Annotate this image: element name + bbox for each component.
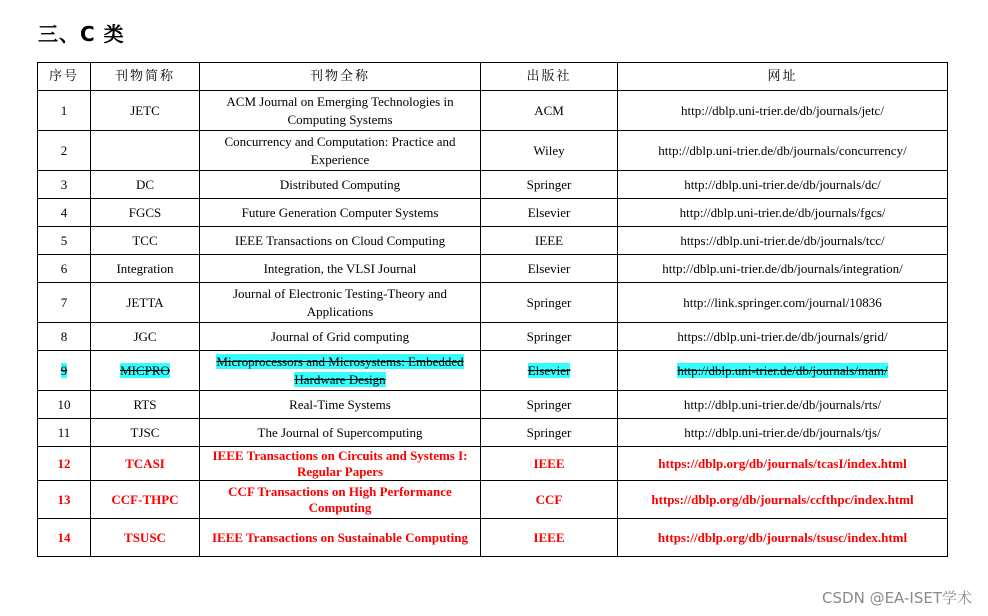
journal-abbreviation-cell (91, 481, 200, 519)
journal-abbreviation-cell (91, 171, 200, 199)
journal-abbreviation: DC (135, 176, 155, 192)
journal-url-cell (618, 255, 948, 283)
journal-full-name-cell (200, 519, 481, 557)
publisher-cell (481, 419, 618, 447)
publisher: Springer (526, 396, 572, 412)
journal-abbreviation-cell (91, 227, 200, 255)
journal-full-name-cell (200, 447, 481, 481)
journal-url[interactable]: http://dblp.uni-trier.de/db/journals/jetc/ (681, 102, 884, 118)
table-row (38, 519, 948, 557)
journal-url-cell (618, 91, 948, 131)
row-number: 2 (60, 142, 68, 158)
row-number: 10 (57, 396, 71, 412)
journal-url[interactable]: https://dblp.uni-trier.de/db/journals/grid/ (677, 328, 888, 344)
row-number-cell (38, 283, 91, 323)
journal-url-cell (618, 227, 948, 255)
publisher: CCF (535, 491, 563, 507)
journal-abbreviation-cell (91, 283, 200, 323)
journal-full-name: Integration, the VLSI Journal (263, 260, 417, 276)
table-row (38, 91, 948, 131)
journal-url-cell (618, 199, 948, 227)
column-header-full-name: 刊物全称 (200, 63, 481, 91)
publisher-cell (481, 171, 618, 199)
journal-full-name-cell (200, 481, 481, 519)
journal-full-name-cell (200, 131, 481, 171)
journal-abbreviation-cell (91, 447, 200, 481)
publisher-cell (481, 519, 618, 557)
publisher-cell (481, 447, 618, 481)
journal-abbreviation-cell (91, 131, 200, 171)
journal-url-cell (618, 283, 948, 323)
journal-full-name: IEEE Transactions on Sustainable Computing (212, 529, 468, 545)
table-row (38, 283, 948, 323)
journal-full-name: Concurrency and Computation: Practice and Experience (224, 133, 456, 167)
publisher-cell (481, 131, 618, 171)
row-number: 3 (60, 176, 68, 192)
publisher: ACM (534, 102, 564, 118)
journal-full-name: The Journal of Supercomputing (257, 424, 423, 440)
journal-url[interactable]: https://dblp.org/db/journals/tcasI/index.html (658, 455, 907, 471)
publisher-cell (481, 391, 618, 419)
journal-full-name-cell (200, 391, 481, 419)
journal-url-cell (618, 481, 948, 519)
journal-url-cell (618, 131, 948, 171)
column-header-abbr: 刊物简称 (91, 63, 200, 91)
publisher-cell (481, 323, 618, 351)
publisher-cell (481, 255, 618, 283)
row-number-cell (38, 171, 91, 199)
table-row (38, 351, 948, 391)
table-row (38, 419, 948, 447)
publisher: Elsevier (527, 362, 571, 378)
journal-url[interactable]: https://dblp.uni-trier.de/db/journals/tcc/ (680, 232, 885, 248)
journal-abbreviation: TJSC (130, 424, 160, 440)
row-number: 4 (60, 204, 68, 220)
journal-url[interactable]: https://dblp.org/db/journals/ccfthpc/index.html (651, 491, 914, 507)
journal-url[interactable]: http://dblp.uni-trier.de/db/journals/rts/ (683, 396, 882, 412)
table-row (38, 447, 948, 481)
row-number: 1 (60, 102, 68, 118)
row-number: 12 (57, 455, 71, 471)
journal-abbreviation-cell (91, 419, 200, 447)
publisher-cell (481, 351, 618, 391)
table-row (38, 199, 948, 227)
publisher: Elsevier (527, 260, 571, 276)
journal-full-name-cell (200, 227, 481, 255)
publisher: Springer (526, 176, 572, 192)
journal-table (37, 62, 948, 557)
row-number-cell (38, 519, 91, 557)
publisher: IEEE (534, 232, 564, 248)
row-number-cell (38, 255, 91, 283)
row-number: 11 (57, 424, 71, 440)
row-number: 7 (60, 294, 68, 310)
row-number-cell (38, 323, 91, 351)
journal-abbreviation-cell (91, 351, 200, 391)
publisher-cell (481, 91, 618, 131)
column-header-no: 序号 (38, 63, 91, 91)
journal-full-name-cell (200, 91, 481, 131)
journal-abbreviation: FGCS (128, 204, 162, 220)
journal-url[interactable]: http://dblp.uni-trier.de/db/journals/concurrency/ (658, 142, 907, 158)
row-number: 6 (60, 260, 68, 276)
journal-url[interactable]: http://dblp.uni-trier.de/db/journals/dc/ (684, 176, 881, 192)
journal-abbreviation: JGC (133, 328, 157, 344)
journal-full-name-cell (200, 323, 481, 351)
journal-url-cell (618, 171, 948, 199)
journal-full-name: Journal of Grid computing (270, 328, 410, 344)
journal-abbreviation: Integration (116, 260, 174, 276)
row-number-cell (38, 199, 91, 227)
section-heading: 三、C 类 (38, 22, 125, 46)
column-header-url: 网址 (618, 63, 948, 91)
publisher-cell (481, 283, 618, 323)
journal-url[interactable]: http://dblp.uni-trier.de/db/journals/tjs/ (684, 424, 881, 440)
row-number: 9 (60, 362, 68, 378)
journal-full-name-cell (200, 351, 481, 391)
row-number-cell (38, 131, 91, 171)
publisher: IEEE (533, 529, 565, 545)
row-number-cell (38, 91, 91, 131)
journal-full-name-cell (200, 419, 481, 447)
journal-abbreviation-cell (91, 391, 200, 419)
journal-url-cell (618, 447, 948, 481)
row-number-cell (38, 447, 91, 481)
table-row (38, 171, 948, 199)
journal-abbreviation-cell (91, 91, 200, 131)
row-number: 8 (60, 328, 68, 344)
publisher: Elsevier (527, 204, 571, 220)
row-number-cell (38, 419, 91, 447)
journal-abbreviation: TCASI (125, 455, 165, 471)
journal-abbreviation-cell (91, 199, 200, 227)
journal-full-name-cell (200, 199, 481, 227)
journal-url-cell (618, 519, 948, 557)
row-number-cell (38, 481, 91, 519)
table-row (38, 391, 948, 419)
journal-full-name-cell (200, 255, 481, 283)
journal-url-cell (618, 351, 948, 391)
journal-abbreviation: TCC (132, 232, 158, 248)
journal-full-name-cell (200, 283, 481, 323)
journal-full-name: Journal of Electronic Testing-Theory and Applications (232, 285, 447, 319)
row-number-cell (38, 351, 91, 391)
table-row (38, 227, 948, 255)
journal-full-name: IEEE Transactions on Circuits and Systems I: Regular Papers (212, 447, 468, 479)
journal-abbreviation: JETTA (126, 294, 164, 310)
journal-full-name: Future Generation Computer Systems (241, 204, 439, 220)
table-row (38, 131, 948, 171)
row-number-cell (38, 391, 91, 419)
journal-full-name: Distributed Computing (279, 176, 401, 192)
journal-full-name: IEEE Transactions on Cloud Computing (234, 232, 446, 248)
column-header-publisher: 出版社 (481, 63, 618, 91)
journal-url[interactable]: https://dblp.org/db/journals/tsusc/index.html (657, 529, 908, 545)
journal-url[interactable]: http://dblp.uni-trier.de/db/journals/fgcs/ (679, 204, 886, 220)
journal-full-name-cell (200, 171, 481, 199)
table-row (38, 481, 948, 519)
journal-abbreviation: TSUSC (124, 529, 166, 545)
journal-abbreviation: MICPRO (120, 362, 170, 378)
publisher-cell (481, 481, 618, 519)
table-header-row (38, 63, 948, 91)
journal-full-name: CCF Transactions on High Performance Computing (228, 483, 452, 515)
publisher-cell (481, 199, 618, 227)
journal-url[interactable]: http://dblp.uni-trier.de/db/journals/mam/ (677, 362, 888, 378)
journal-url-cell (618, 391, 948, 419)
journal-url[interactable]: http://link.springer.com/journal/10836 (683, 294, 882, 310)
journal-url-cell (618, 323, 948, 351)
table-row (38, 255, 948, 283)
journal-abbreviation: CCF-THPC (111, 491, 179, 507)
journal-full-name: Real-Time Systems (289, 396, 391, 412)
journal-abbreviation-cell (91, 323, 200, 351)
publisher: IEEE (533, 455, 565, 471)
row-number: 14 (57, 529, 71, 545)
journal-url-cell (618, 419, 948, 447)
publisher: Springer (526, 424, 572, 440)
publisher: Springer (526, 328, 572, 344)
row-number: 5 (60, 232, 68, 248)
publisher-cell (481, 227, 618, 255)
row-number-cell (38, 227, 91, 255)
journal-abbreviation-cell (91, 519, 200, 557)
table-row (38, 323, 948, 351)
journal-abbreviation: JETC (130, 102, 160, 118)
journal-abbreviation-cell (91, 255, 200, 283)
watermark: CSDN @EA-ISET学术 (822, 589, 972, 607)
publisher: Springer (526, 294, 572, 310)
row-number: 13 (57, 491, 71, 507)
journal-full-name: Microprocessors and Microsystems: Embedded Hardware Design (216, 353, 464, 387)
journal-url[interactable]: http://dblp.uni-trier.de/db/journals/integration/ (662, 260, 903, 276)
journal-abbreviation: RTS (133, 396, 157, 412)
journal-full-name: ACM Journal on Emerging Technologies in Computing Systems (226, 93, 454, 127)
publisher: Wiley (533, 142, 565, 158)
